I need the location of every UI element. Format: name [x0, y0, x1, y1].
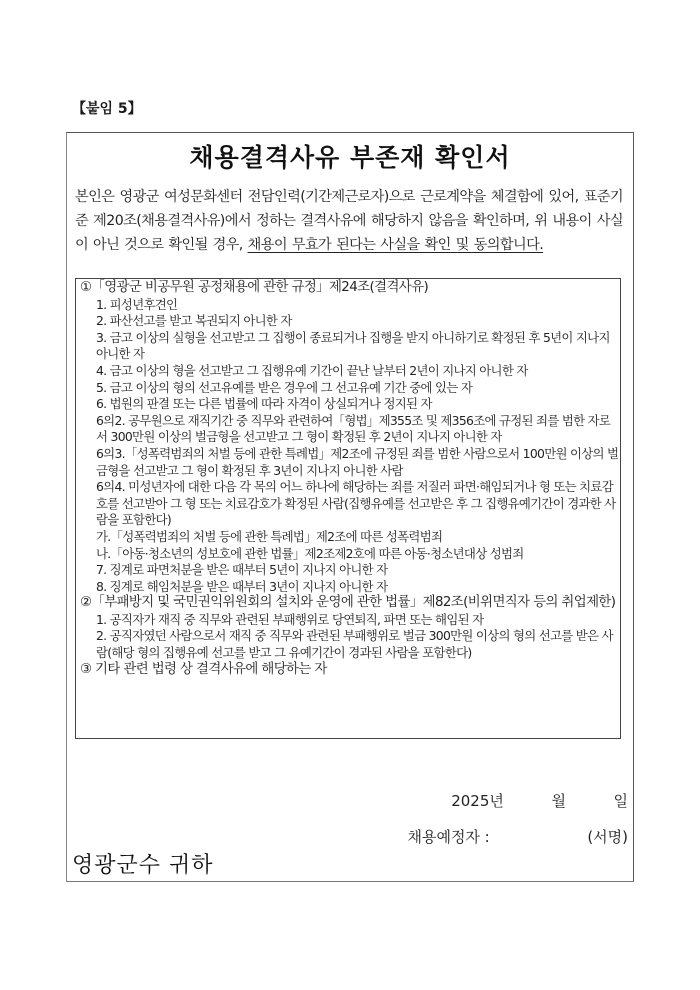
- signature-line: [407, 826, 628, 847]
- list-item: 2. 공직자였던 사람으로서 재직 중 직무와 관련된 부패행위로 벌금 300만원 이상의 형의 선고를 받은 사람(해당 형의 집행유예 선고를 받고 그 유예기간이 경과된 사람을 포함한다): [96, 628, 613, 661]
- date-day: 일: [613, 792, 628, 810]
- list-item: 6. 법원의 판결 또는 다른 법률에 따라 자격이 상실되거나 정지된 자: [96, 396, 432, 412]
- intro-text: 본인은 영광군 여성문화센터 전담인력(기간제근로자)으로 근로계약을 체결함에 있어, 표준기준 제20조(채용결격사유)에서 정하는 결격사유에 해당하지 않음을 확인하며, 위 내용이 사실이 아닌 것으로 확인될 경우,: [75, 189, 623, 253]
- date-year: 2025년: [451, 792, 504, 810]
- attachment-label: 【붙임 5】: [72, 101, 142, 117]
- signature-label: 채용예정자 :: [407, 828, 490, 846]
- list-item: 2. 파산선고를 받고 복권되지 아니한 자: [96, 313, 292, 329]
- list-item: 가.「성폭력범죄의 처벌 등에 관한 특례법」제2조에 따른 성폭력범죄: [96, 528, 443, 544]
- list-item: 1. 공직자가 재직 중 직무와 관련된 부패행위로 당연퇴직, 파면 또는 해임된 자: [96, 611, 484, 627]
- date-line: [451, 790, 628, 811]
- list-item: 8. 징계로 해임처분을 받은 때부터 3년이 지나지 아니한 자: [96, 578, 388, 594]
- list-item: 나.「아동·청소년의 성보호에 관한 법률」제2조제2호에 따른 아동·청소년대상 성범죄: [96, 545, 524, 561]
- intro-underlined-text: 채용이 무효가 된다는 사실을 확인 및 동의합니다.: [247, 237, 544, 253]
- date-month: 월: [551, 792, 566, 810]
- disqualification-list: [80, 280, 620, 678]
- list-item: 5. 금고 이상의 형의 선고유예를 받은 경우에 그 선고유예 기간 중에 있는 자: [96, 379, 473, 395]
- section-heading-3: ③ 기타 관련 법령 상 결격사유에 해당하는 자: [80, 661, 327, 677]
- list-item: 7. 징계로 파면처분을 받은 때부터 5년이 지나지 아니한 자: [96, 562, 388, 578]
- list-item: 6의2. 공무원으로 재직기간 중 직무와 관련하여「형법」제355조 및 제356조에 규정된 죄를 범한 자로서 300만원 이상의 벌금형을 선고받고 그 형이 확정된 후 2년이 지나지 아니한 자: [96, 412, 611, 445]
- list-item: 6의3.「성폭력범죄의 처벌 등에 관한 특례법」제2조에 규정된 죄를 범한 사람으로서 100만원 이상의 벌금형을 선고받고 그 형이 확정된 후 3년이 지나지 아니한 사람: [96, 445, 619, 478]
- recipient: 영광군수 귀하: [72, 853, 214, 878]
- document-title: 채용결격사유 부존재 확인서: [189, 143, 511, 172]
- list-item: 6의4. 미성년자에 대한 다음 각 목의 어느 하나에 해당하는 죄를 저질러 파면·해임되거나 형 또는 치료감호를 선고받아 그 형 또는 치료감호가 확정된 사람(집행유예를 선고받은 후 그 집행유예기간이 경과한 사람을 포함한다): [96, 479, 616, 528]
- section-heading-2: ②「부패방지 및 국민권익위원회의 설치와 운영에 관한 법률」제82조(비위면직자 등의 취업제한): [80, 595, 616, 611]
- list-item: 4. 금고 이상의 형을 선고받고 그 집행유예 기간이 끝난 날부터 2년이 지나지 아니한 자: [96, 362, 528, 378]
- intro-paragraph: [75, 185, 623, 257]
- list-item: 3. 금고 이상의 실형을 선고받고 그 집행이 종료되거나 집행을 받지 아니하기로 확정된 후 5년이 지나지 아니한 자: [96, 329, 610, 362]
- signature-placeholder: (서명): [587, 828, 628, 846]
- section-heading-1: ①「영광군 비공무원 공정채용에 관한 규정」제24조(결격사유): [80, 280, 429, 295]
- list-item: 1. 피성년후견인: [96, 296, 178, 312]
